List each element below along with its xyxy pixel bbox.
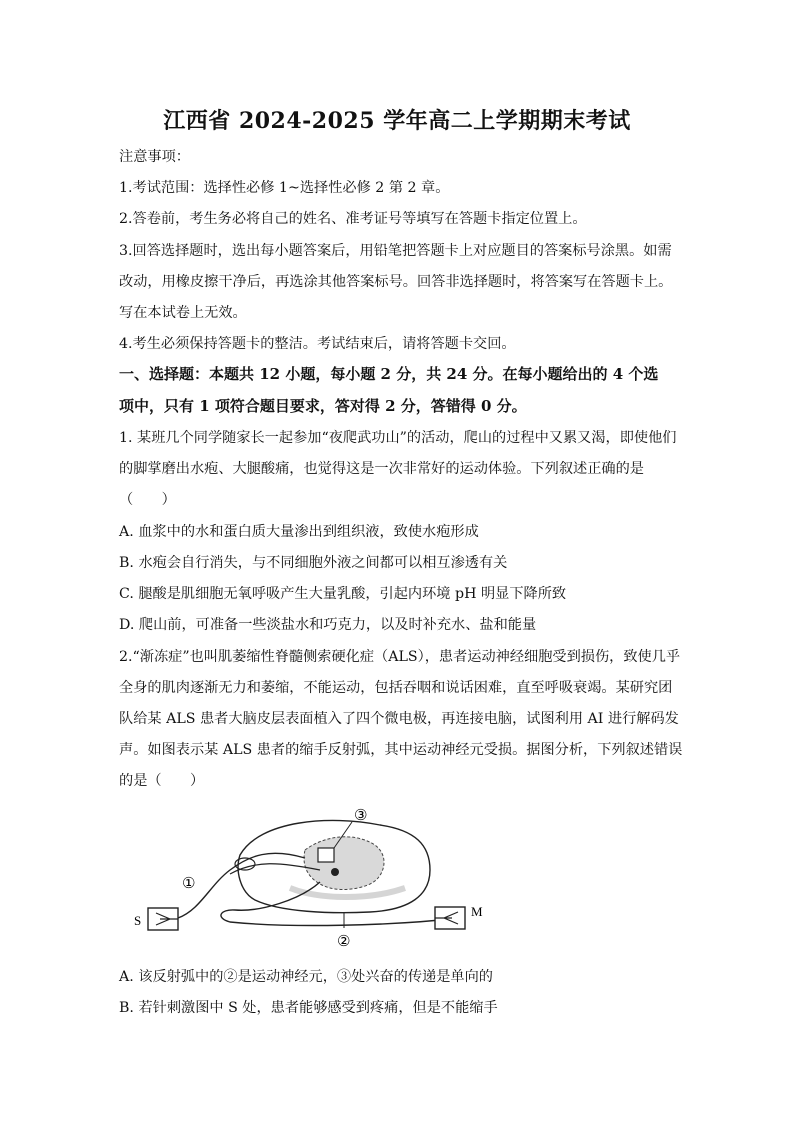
label-three: ③: [354, 806, 368, 824]
q2-stem: 的是（ ）: [119, 773, 205, 789]
q1-stem: （ ）: [119, 492, 176, 508]
reflex-arc-figure: [130, 800, 510, 950]
q1-option-b: B. 水疱会自行消失，与不同细胞外液之间都可以相互渗透有关: [119, 555, 508, 571]
label-one: ①: [182, 874, 196, 892]
q2-stem: 全身的肌肉逐渐无力和萎缩，不能运动，包括吞咽和说话困难，直至呼吸衰竭。某研究团: [119, 680, 673, 696]
q2-option-a: A. 该反射弧中的②是运动神经元，③处兴奋的传递是单向的: [119, 969, 493, 985]
q1-stem: 的脚掌磨出水疱、大腿酸痛，也觉得这是一次非常好的运动体验。下列叙述正确的是: [119, 461, 644, 477]
section-heading-line2: 项中，只有 1 项符合题目要求，答对得 2 分，答错得 0 分。: [119, 397, 527, 415]
page-title: 江西省 2024-2025 学年高二上学期期末考试: [163, 108, 631, 134]
q1-stem: 1. 某班几个同学随家长一起参加“夜爬武功山”的活动，爬山的过程中又累又渴，即使他们: [119, 430, 677, 446]
q2-stem: 2.“渐冻症”也叫肌萎缩性脊髓侧索硬化症（ALS），患者运动神经细胞受到损伤，致使几乎: [119, 649, 681, 665]
q2-stem: 声。如图表示某 ALS 患者的缩手反射弧，其中运动神经元受损。据图分析，下列叙述错误: [119, 742, 683, 758]
gray-matter: [304, 837, 384, 890]
notice-item: 写在本试卷上无效。: [119, 305, 247, 321]
label-two: ②: [337, 932, 351, 950]
interneuron: [331, 868, 339, 876]
q2-option-b: B. 若针刺激图中 S 处，患者能够感受到疼痛，但是不能缩手: [119, 1000, 498, 1016]
notice-item: 改动，用橡皮擦干净后，再选涂其他答案标号。回答非选择题时，将答案写在答题卡上。: [119, 274, 673, 290]
notice-item: 1.考试范围：选择性必修 1~选择性必修 2 第 2 章。: [119, 180, 450, 196]
synapse-box: [318, 848, 334, 862]
q1-option-c: C. 腿酸是肌细胞无氧呼吸产生大量乳酸，引起内环境 pH 明显下降所致: [119, 586, 567, 602]
q1-option-d: D. 爬山前，可准备一些淡盐水和巧克力，以及时补充水、盐和能量: [119, 617, 537, 633]
label-s: S: [134, 913, 142, 928]
notice-item: 3.回答选择题时，选出每小题答案后，用铅笔把答题卡上对应题目的答案标号涂黑。如需: [119, 243, 672, 259]
q2-stem: 队给某 ALS 患者大脑皮层表面植入了四个微电极，再连接电脑，试图利用 AI 进行解码发: [119, 711, 679, 727]
q1-option-a: A. 血浆中的水和蛋白质大量渗出到组织液，致使水疱形成: [119, 524, 479, 540]
section-heading-line1: 一、选择题：本题共 12 小题，每小题 2 分，共 24 分。在每小题给出的 4 个选: [119, 365, 659, 383]
notice-item: 4.考生必须保持答题卡的整洁。考试结束后，请将答题卡交回。: [119, 336, 516, 352]
notice-item: 2.答卷前，考生务必将自己的姓名、准考证号等填写在答题卡指定位置上。: [119, 211, 587, 227]
notice-heading: 注意事项：: [119, 149, 190, 165]
label-m: M: [471, 904, 483, 919]
